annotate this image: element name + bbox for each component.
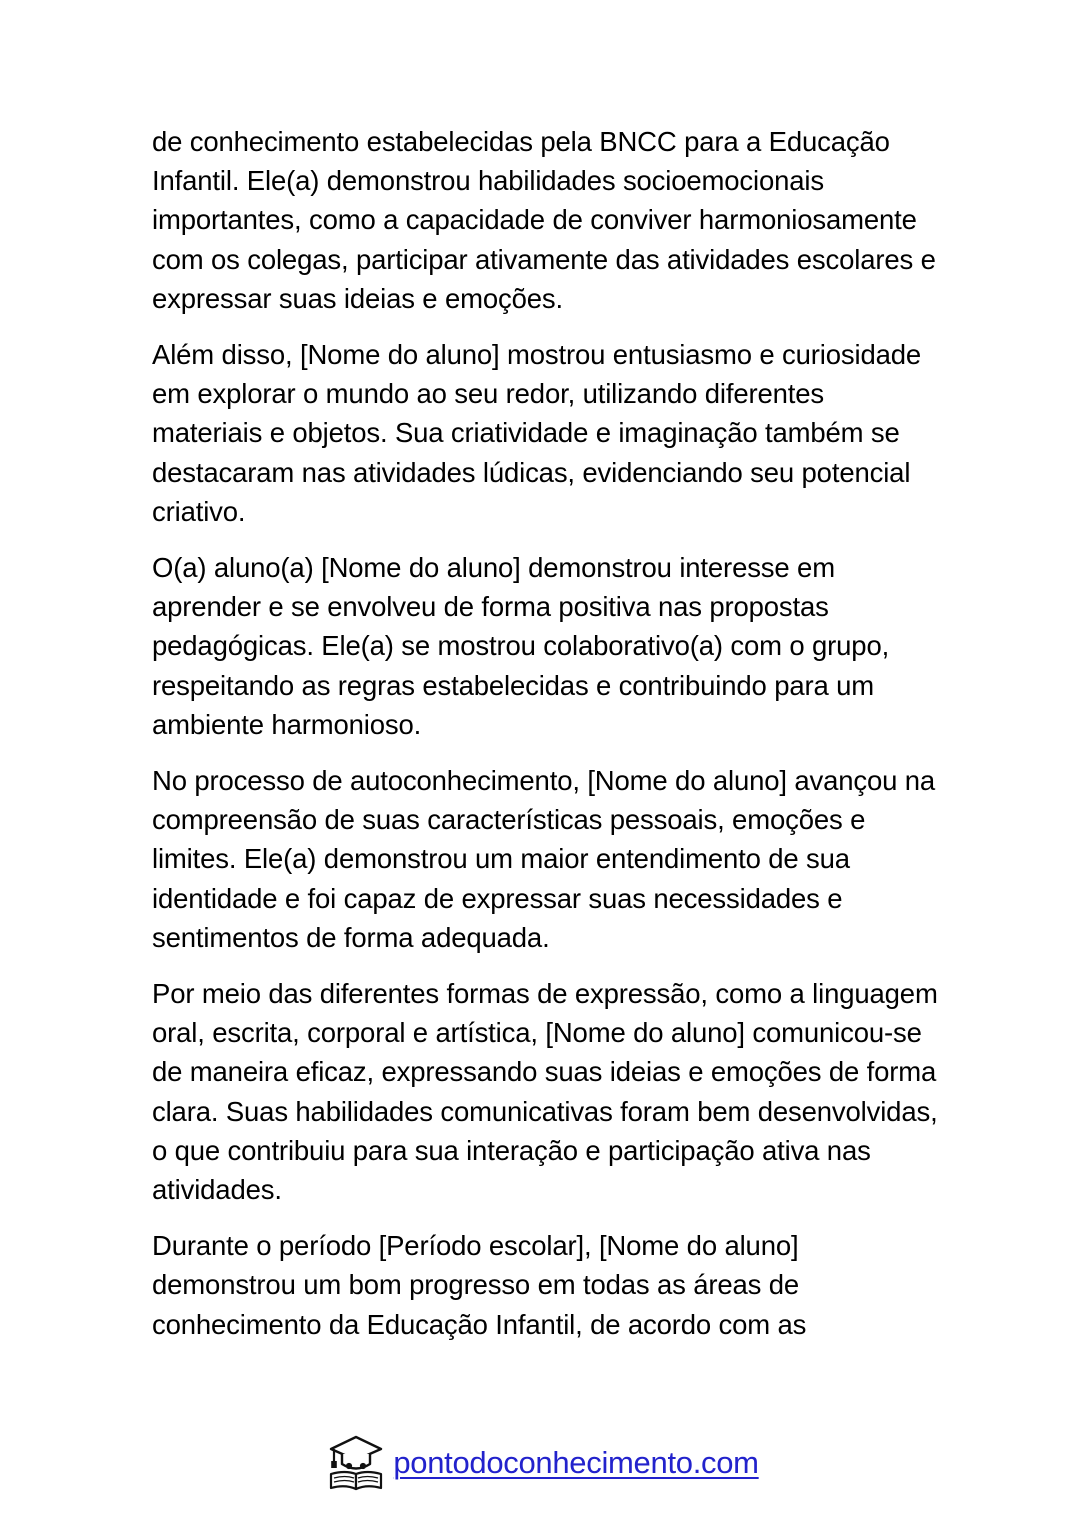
site-link[interactable]: pontodoconhecimento.com [393, 1445, 759, 1480]
paragraph: O(a) aluno(a) [Nome do aluno] demonstrou interesse em aprender e se envolveu de forma positiva nas propostas pedagógicas. Ele(a) se mostrou colaborativo(a) com o grupo, respeitando as regras estabelecidas e contribuindo para um ambiente harmonioso. [152, 552, 890, 740]
paragraph: No processo de autoconhecimento, [Nome do aluno] avançou na compreensão de suas características pessoais, emoções e limites. Ele(a) demonstrou um maior entendimento de sua identidade e foi capaz de expressar suas necessidades e sentimentos de forma adequada. [152, 765, 936, 953]
paragraph: Por meio das diferentes formas de expressão, como a linguagem oral, escrita, corporal e artística, [Nome do aluno] comunicou-se de maneira eficaz, expressando suas ideias e emoções de forma clara. Suas habilidades comunicativas foram bem desenvolvidas, o que contribuiu para sua interação e participação ativa nas atividades. [152, 978, 938, 1206]
paragraph: Além disso, [Nome do aluno] mostrou entusiasmo e curiosidade em explorar o mundo ao seu redor, utilizando diferentes materiais e objetos. Sua criatividade e imaginação também se destacaram nas atividades lúdicas, evidenciando seu potencial criativo. [152, 339, 922, 527]
graduation-cap-book-icon [327, 1432, 385, 1494]
paragraph: de conhecimento estabelecidas pela BNCC para a Educação Infantil. Ele(a) demonstrou habilidades socioemocionais importantes, como a capacidade de conviver harmoniosamente com os colegas, participar ativamente das atividades escolares e expressar suas ideias e emoções. [152, 126, 936, 314]
document-body [152, 122, 938, 1344]
footer-watermark [0, 1432, 1086, 1494]
paragraph: Durante o período [Período escolar], [Nome do aluno] demonstrou um bom progresso em todas as áreas de conhecimento da Educação Infantil, de acordo com as [152, 1230, 807, 1340]
